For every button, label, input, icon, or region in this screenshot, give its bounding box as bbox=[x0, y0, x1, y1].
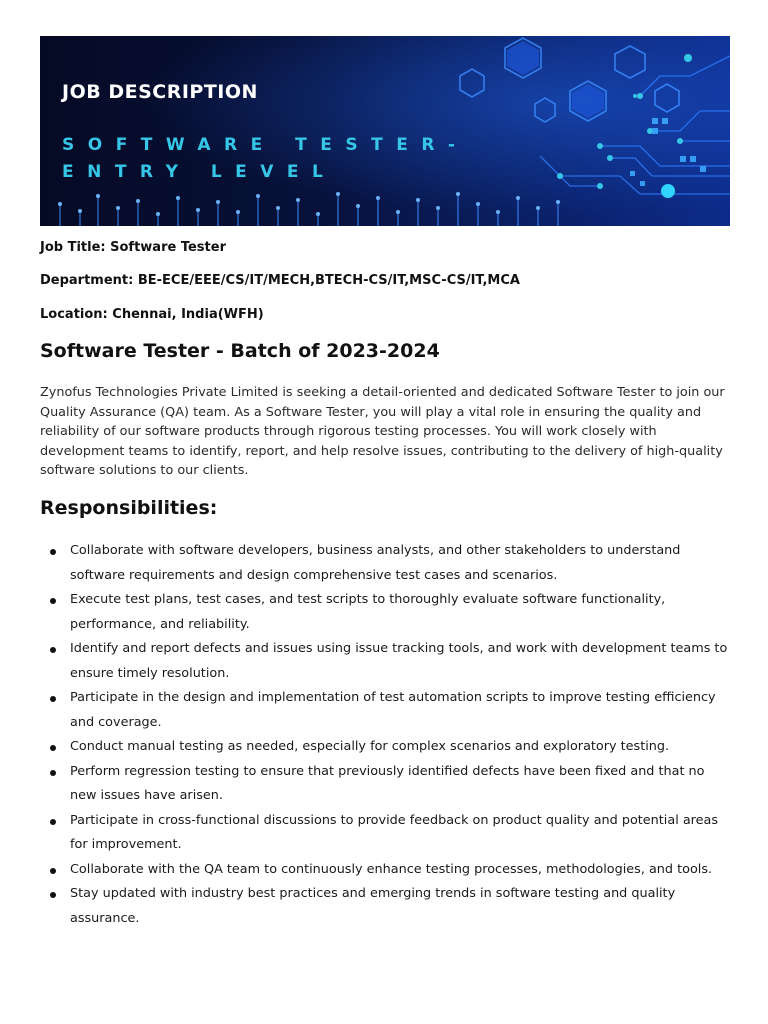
bullet-icon bbox=[50, 819, 56, 825]
responsibilities-heading: Responsibilities: bbox=[40, 497, 218, 519]
list-item-text: Participate in the design and implementation of test automation scripts to improve testing efficiency and coverage. bbox=[70, 690, 716, 730]
list-item-text: Participate in cross-functional discussions to provide feedback on product quality and potential areas for improvement. bbox=[70, 812, 719, 852]
bullet-icon bbox=[50, 770, 56, 776]
list-item bbox=[40, 735, 732, 760]
job-title: Job Title: Software Tester bbox=[40, 240, 226, 255]
list-item-text: Execute test plans, test cases, and test scripts to thoroughly evaluate software functionality, performance, and reliability. bbox=[70, 592, 666, 632]
bullet-icon bbox=[50, 549, 56, 555]
list-item bbox=[40, 858, 732, 883]
list-item-text: Stay updated with industry best practices and emerging trends in software testing and quality assurance. bbox=[70, 886, 676, 926]
batch-heading: Software Tester - Batch of 2023-2024 bbox=[40, 340, 440, 362]
list-item bbox=[40, 637, 732, 686]
intro-paragraph: Zynofus Technologies Private Limited is seeking a detail-oriented and dedicated Software Tester to join our Quality Assurance (QA) team. As a Software Tester, you will play a vital role in ensuring the quality and reliability of our software products through rigorous testing processes. You will work closely with development teams to identify, report, and help resolve issues, contributing to the delivery of high-quality software solutions to our clients. bbox=[40, 385, 725, 479]
list-item-text: Conduct manual testing as needed, especially for complex scenarios and exploratory testing. bbox=[70, 739, 670, 754]
responsibilities-list bbox=[40, 539, 732, 931]
banner-label: JOB DESCRIPTION bbox=[62, 81, 258, 103]
list-item bbox=[40, 882, 732, 931]
bullet-icon bbox=[50, 598, 56, 604]
list-item bbox=[40, 760, 732, 809]
bullet-icon bbox=[50, 868, 56, 874]
banner-role-line-1: SOFTWARE TESTER- bbox=[62, 135, 469, 155]
list-item-text: Identify and report defects and issues using issue tracking tools, and work with development teams to ensure timely resolution. bbox=[70, 641, 728, 681]
bullet-icon bbox=[50, 696, 56, 702]
department: Department: BE-ECE/EEE/CS/IT/MECH,BTECH-CS/IT,MSC-CS/IT,MCA bbox=[40, 273, 520, 288]
list-item-text: Collaborate with the QA team to continuously enhance testing processes, methodologies, and tools. bbox=[70, 861, 713, 877]
circuit-background-image bbox=[40, 36, 730, 226]
header-banner bbox=[40, 36, 730, 226]
list-item bbox=[40, 686, 732, 735]
bullet-icon bbox=[50, 892, 56, 898]
list-item bbox=[40, 588, 732, 637]
list-item-text: Perform regression testing to ensure that previously identified defects have been fixed and that no new issues have arisen. bbox=[70, 763, 705, 803]
banner-role-title bbox=[62, 132, 482, 186]
list-item-text: Collaborate with software developers, business analysts, and other stakeholders to understand software requirements and design comprehensive test cases and scenarios. bbox=[70, 543, 681, 583]
list-item bbox=[40, 539, 732, 588]
banner-role-line-2: ENTRY LEVEL bbox=[62, 162, 337, 182]
bullet-icon bbox=[50, 745, 56, 751]
bullet-icon bbox=[50, 647, 56, 653]
list-item bbox=[40, 809, 732, 858]
location: Location: Chennai, India(WFH) bbox=[40, 307, 264, 322]
